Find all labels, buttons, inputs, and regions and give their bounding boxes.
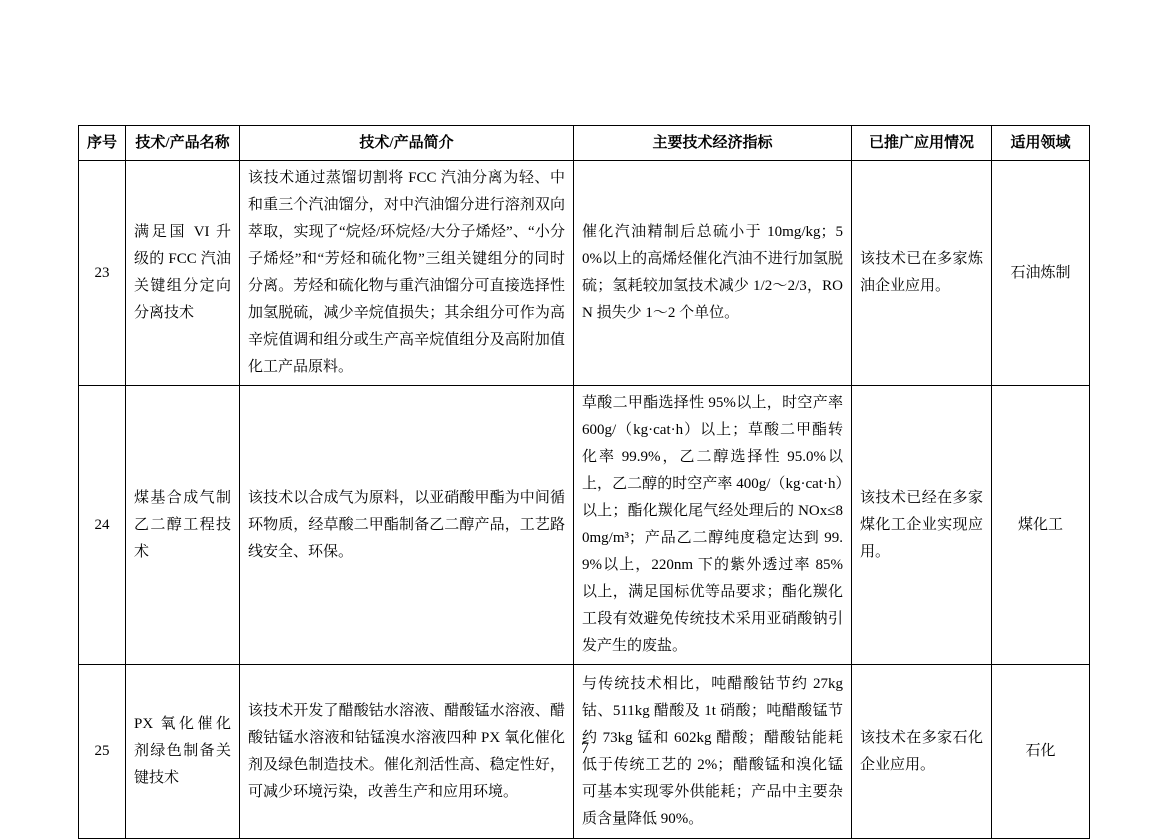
cell-intro: 该技术通过蒸馏切割将 FCC 汽油分离为轻、中和重三个汽油馏分，对中汽油馏分进行溶剂双向萃取，实现了“烷烃/环烷烃/大分子烯烃”、“小分子烯烃”和“芳烃和硫化物”三组关键组分的同时分离。芳烃和硫化物与重汽油馏分可直接选择性加氢脱硫，减少辛烷值损失；其余组分可作为高辛烷值调和组分或生产高辛烷值组分及高附加值化工产品原料。	[240, 161, 574, 386]
header-indicators: 主要技术经济指标	[574, 126, 852, 161]
cell-intro: 该技术开发了醋酸钴水溶液、醋酸锰水溶液、醋酸钴锰水溶液和钴锰溴水溶液四种 PX 氧化催化剂及绿色制造技术。催化剂活性高、稳定性好，可减少环境污染，改善生产和应用环境。	[240, 665, 574, 839]
cell-name: PX 氧化催化剂绿色制备关键技术	[126, 665, 240, 839]
cell-no: 24	[79, 386, 126, 665]
header-name: 技术/产品名称	[126, 126, 240, 161]
cell-field: 石油炼制	[992, 161, 1090, 386]
table-row	[79, 386, 1090, 665]
cell-application: 该技术已经在多家煤化工企业实现应用。	[852, 386, 992, 665]
cell-name: 煤基合成气制乙二醇工程技术	[126, 386, 240, 665]
cell-no: 23	[79, 161, 126, 386]
header-field: 适用领域	[992, 126, 1090, 161]
header-intro: 技术/产品简介	[240, 126, 574, 161]
cell-indicators: 与传统技术相比，吨醋酸钴节约 27kg 钴、511kg 醋酸及 1t 硝酸；吨醋酸锰节约 73kg 锰和 602kg 醋酸；醋酸钴能耗低于传统工艺的 2%；醋酸锰和溴化锰可基本实现零外供能耗；产品中主要杂质含量降低 90%。	[574, 665, 852, 839]
cell-application: 该技术在多家石化企业应用。	[852, 665, 992, 839]
header-application: 已推广应用情况	[852, 126, 992, 161]
header-no: 序号	[79, 126, 126, 161]
cell-indicators: 催化汽油精制后总硫小于 10mg/kg；50%以上的高烯烃催化汽油不进行加氢脱硫；氢耗较加氢技术减少 1/2～2/3，RON 损失少 1～2 个单位。	[574, 161, 852, 386]
table-header-row	[79, 126, 1090, 161]
cell-no: 25	[79, 665, 126, 839]
cell-intro: 该技术以合成气为原料，以亚硝酸甲酯为中间循环物质，经草酸二甲酯制备乙二醇产品，工艺路线安全、环保。	[240, 386, 574, 665]
cell-field: 煤化工	[992, 386, 1090, 665]
table-row	[79, 161, 1090, 386]
cell-indicators: 草酸二甲酯选择性 95%以上，时空产率 600g/（kg·cat·h）以上；草酸二甲酯转化率 99.9%，乙二醇选择性 95.0%以上，乙二醇的时空产率 400g/（kg·cat·h）以上；酯化羰化尾气经处理后的 NOx≤80mg/m³；产品乙二醇纯度稳定达到 99.9%以上，220nm 下的紫外透过率 85%以上，满足国标优等品要求；酯化羰化工段有效避免传统技术采用亚硝酸钠引发产生的废盐。	[574, 386, 852, 665]
page-number: 7	[581, 740, 589, 757]
cell-field: 石化	[992, 665, 1090, 839]
technology-table	[78, 125, 1090, 839]
cell-name: 满足国 VI 升级的 FCC 汽油关键组分定向分离技术	[126, 161, 240, 386]
cell-application: 该技术已在多家炼油企业应用。	[852, 161, 992, 386]
